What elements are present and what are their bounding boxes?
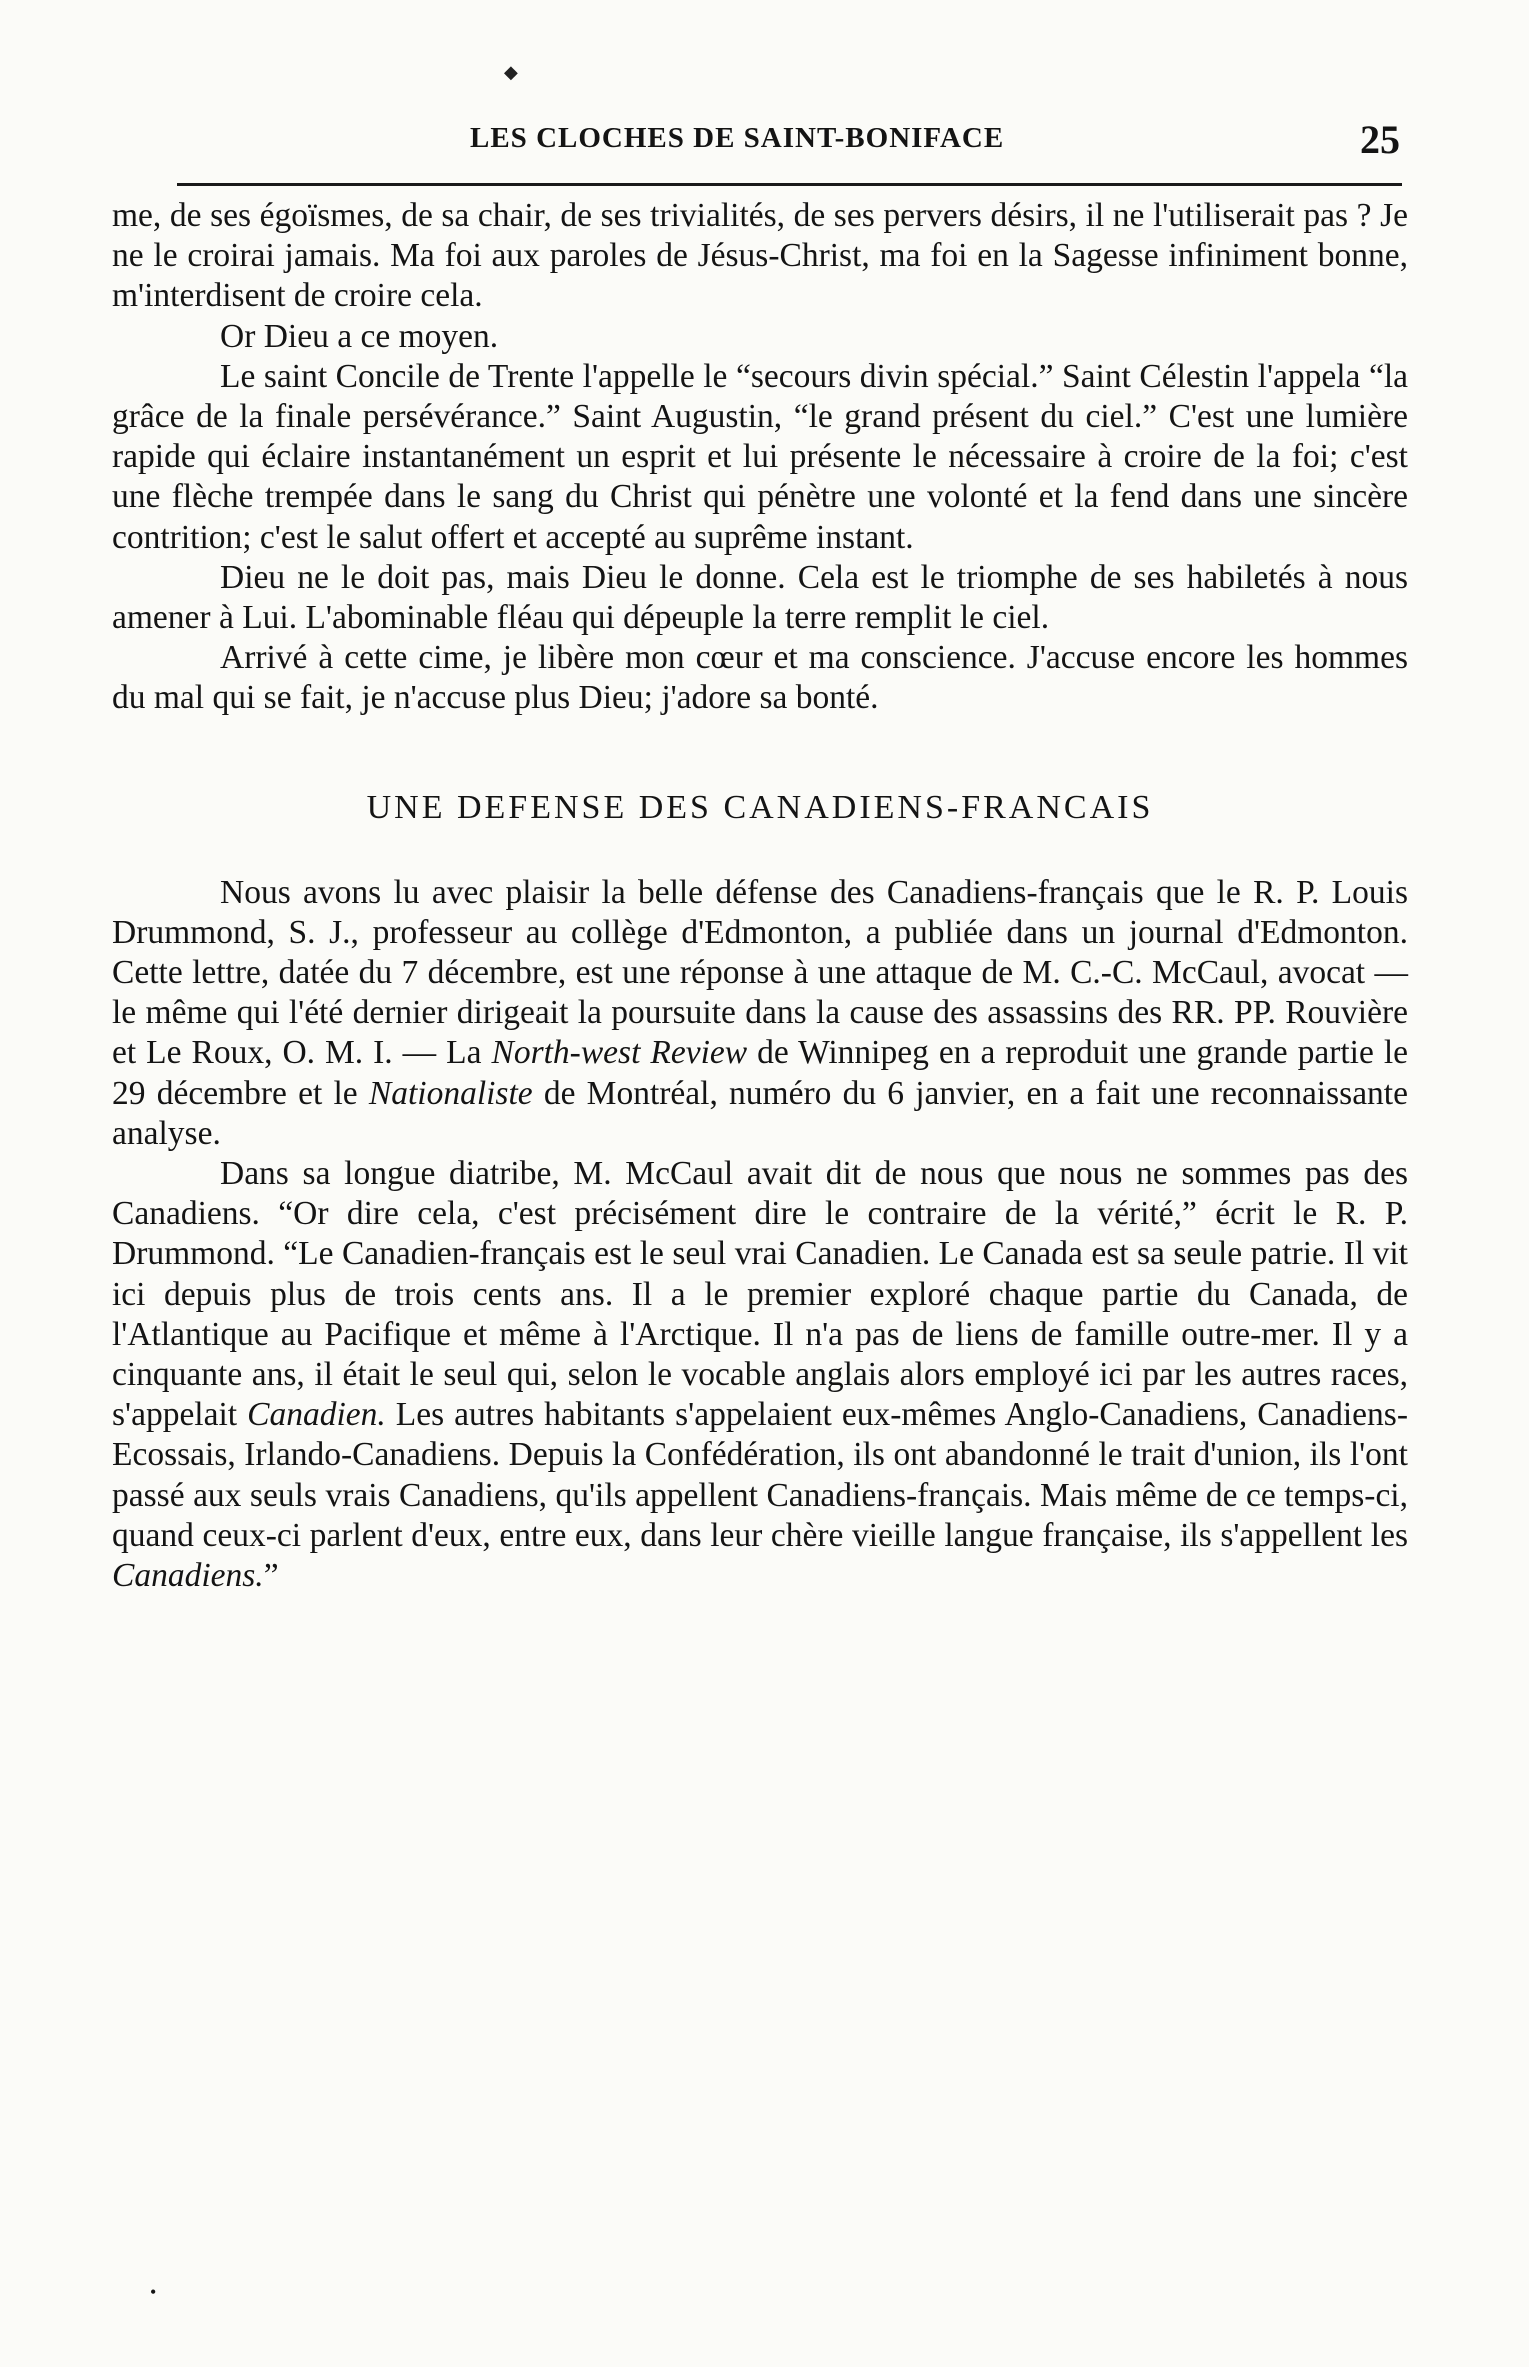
paragraph: Le saint Concile de Trente l'appelle le “secours divin spécial.” Saint Célestin l'appela “la grâce de la finale persévérance.” Saint Augustin, “le grand présent du ciel.” C'est une lumière rapide qui éclaire instantanément un esprit et lui présente le nécessaire à croire de la foi; c'est une flèche trempée dans le sang du Christ qui pénètre une volonté et la fend dans une sincère contrition; c'est le salut offert et accepté au suprême instant. xyxy=(112,357,1408,556)
paragraph: Or Dieu a ce moyen. xyxy=(220,317,499,355)
italic-word: Canadien. xyxy=(247,1396,386,1434)
text-run: de Montréal, numéro du 6 janvier, en a fait une reconnaissante analyse. xyxy=(112,1074,1408,1152)
paragraph: Arrivé à cette cime, je libère mon cœur et ma conscience. J'accuse encore les hommes du mal qui se fait, je n'accuse plus Dieu; j'adore sa bonté. xyxy=(112,639,1408,717)
header-rule xyxy=(177,183,1402,186)
text-run: Nous avons lu avec plaisir la belle défense des Canadiens-français que le R. P. Louis Drummond, S. J., professeur au collège d'Edmonton, a publiée dans un journal d'Edmonton. Cette lettre, datée du 7 décembre, est une réponse à une attaque de M. C.-C. McCaul, avocat — le même qui l'été dernier dirigeait la poursuite dans la cause des assassins des RR. PP. Rouvière et Le Roux, O. M. I. — La xyxy=(112,873,1408,1072)
section-title: UNE DEFENSE DES CANADIENS-FRANCAIS xyxy=(366,788,1154,826)
text-run: Dans sa longue diatribe, M. McCaul avait dit de nous que nous ne sommes pas des Canadiens. “Or dire cela, c'est précisément dire le contraire de la vérité,” écrit le R. P. Drummond. “Le Canadien-français est le seul vrai Canadien. Le Canada est sa seule patrie. Il vit ici depuis plus de trois cents ans. Il a le premier exploré chaque partie du Canada, de l'Atlantique au Pacifique et même à l'Arctique. Il n'a pas de liens de famille outre-mer. Il y a cinquante ans, il était le seul qui, selon le vocable anglais alors employé ici par les autres races, s'appelait xyxy=(112,1155,1408,1434)
text-run: ” xyxy=(263,1557,279,1595)
section-paragraph-1 xyxy=(112,873,1408,1154)
italic-title: North-west Review xyxy=(491,1034,748,1072)
section-paragraph-2 xyxy=(112,1154,1408,1596)
text-run: Les autres habitants s'appelaient eux-mêmes Anglo-Canadiens, Canadiens-Ecossais, Irlando-Canadiens. Depuis la Confédération, ils ont abandonné le trait d'union, ils l'ont passé aux seuls vrais Canadiens, qu'ils appellent Canadiens-français. Mais même de ce temps-ci, quand ceux-ci parlent d'eux, entre eux, dans leur chère vieille langue française, ils s'appellent les xyxy=(112,1396,1408,1554)
paragraph-continuation: me, de ses égoïsmes, de sa chair, de ses trivialités, de ses pervers désirs, il ne l'utiliserait pas ? Je ne le croirai jamais. Ma foi aux paroles de Jésus-Christ, ma foi en la Sagesse infiniment bonne, m'interdisent de croire cela. xyxy=(112,197,1408,315)
printer-ornament: ◆ xyxy=(504,62,518,82)
running-header xyxy=(170,117,1400,182)
text-run: de Winnipeg en a reproduit une grande partie le 29 décembre et le xyxy=(112,1034,1409,1112)
page-number: 25 xyxy=(1360,117,1400,162)
page-body xyxy=(112,196,1408,1596)
running-title: LES CLOCHES DE SAINT-BONIFACE xyxy=(470,122,1005,154)
italic-word: Canadiens. xyxy=(112,1557,264,1595)
paragraph: Dieu ne le doit pas, mais Dieu le donne. Cela est le triomphe de ses habiletés à nous amener à Lui. L'abominable fléau qui dépeuple la terre remplit le ciel. xyxy=(112,558,1408,637)
print-speck: • xyxy=(150,2282,157,2302)
italic-title: Nationaliste xyxy=(368,1074,533,1112)
